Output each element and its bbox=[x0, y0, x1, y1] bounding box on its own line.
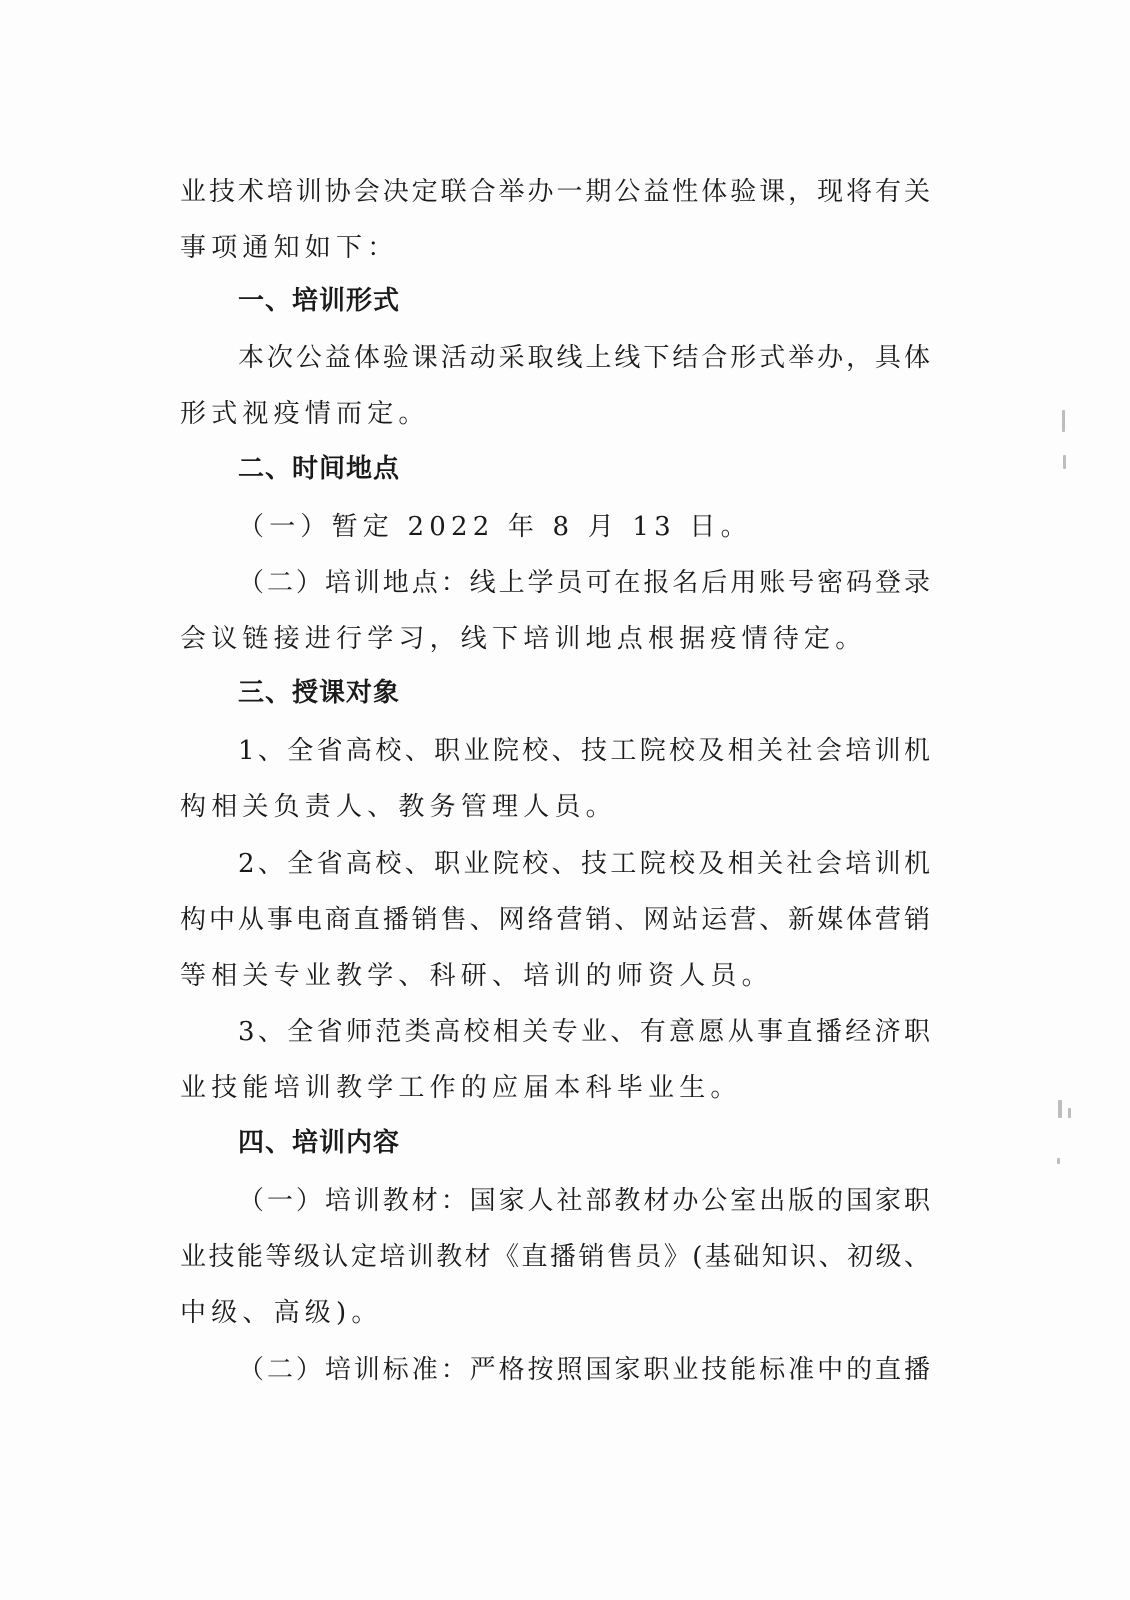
scan-artifact bbox=[1063, 455, 1066, 469]
body-text-line: 会议链接进行学习，线下培训地点根据疫情待定。 bbox=[180, 624, 867, 654]
body-text-line: （一）培训教材：国家人社部教材办公室出版的国家职 bbox=[238, 1186, 930, 1216]
body-text-line: 业技术培训协会决定联合举办一期公益性体验课，现将有关 bbox=[180, 177, 930, 207]
body-text-line: （二）培训标准：严格按照国家职业技能标准中的直播 bbox=[238, 1355, 930, 1385]
body-text-line: 构中从事电商直播销售、网络营销、网站运营、新媒体营销 bbox=[180, 905, 930, 935]
body-text-line: （二）培训地点：线上学员可在报名后用账号密码登录 bbox=[238, 568, 930, 598]
scan-artifact bbox=[1062, 410, 1065, 432]
section-heading-audience: 三、授课对象 bbox=[238, 678, 401, 708]
section-heading-time-place: 二、时间地点 bbox=[238, 454, 401, 484]
body-text-line: 构相关负责人、教务管理人员。 bbox=[180, 792, 617, 822]
body-text-line: 等相关专业教学、科研、培训的师资人员。 bbox=[180, 961, 773, 991]
body-text-line: 3、全省师范类高校相关专业、有意愿从事直播经济职 bbox=[238, 1017, 930, 1047]
body-text-line: 本次公益体验课活动采取线上线下结合形式举办，具体 bbox=[238, 343, 930, 373]
scan-artifact bbox=[1058, 1100, 1062, 1118]
body-text-line: 事项通知如下： bbox=[180, 233, 399, 263]
scan-artifact bbox=[1057, 1158, 1060, 1164]
body-text-line: 1、全省高校、职业院校、技工院校及相关社会培训机 bbox=[238, 736, 930, 766]
section-heading-training-format: 一、培训形式 bbox=[238, 286, 401, 316]
body-text-line: 中级、高级)。 bbox=[180, 1298, 383, 1328]
body-text-line: 业技能培训教学工作的应届本科毕业生。 bbox=[180, 1073, 742, 1103]
body-text-line: （一）暂定 2022 年 8 月 13 日。 bbox=[238, 512, 752, 542]
body-text-line: 2、全省高校、职业院校、技工院校及相关社会培训机 bbox=[238, 849, 930, 879]
scan-artifact bbox=[1068, 1108, 1071, 1118]
section-heading-content: 四、培训内容 bbox=[238, 1128, 401, 1158]
body-text-line: 形式视疫情而定。 bbox=[180, 399, 430, 429]
body-text-line: 业技能等级认定培训教材《直播销售员》(基础知识、初级、 bbox=[180, 1242, 930, 1272]
